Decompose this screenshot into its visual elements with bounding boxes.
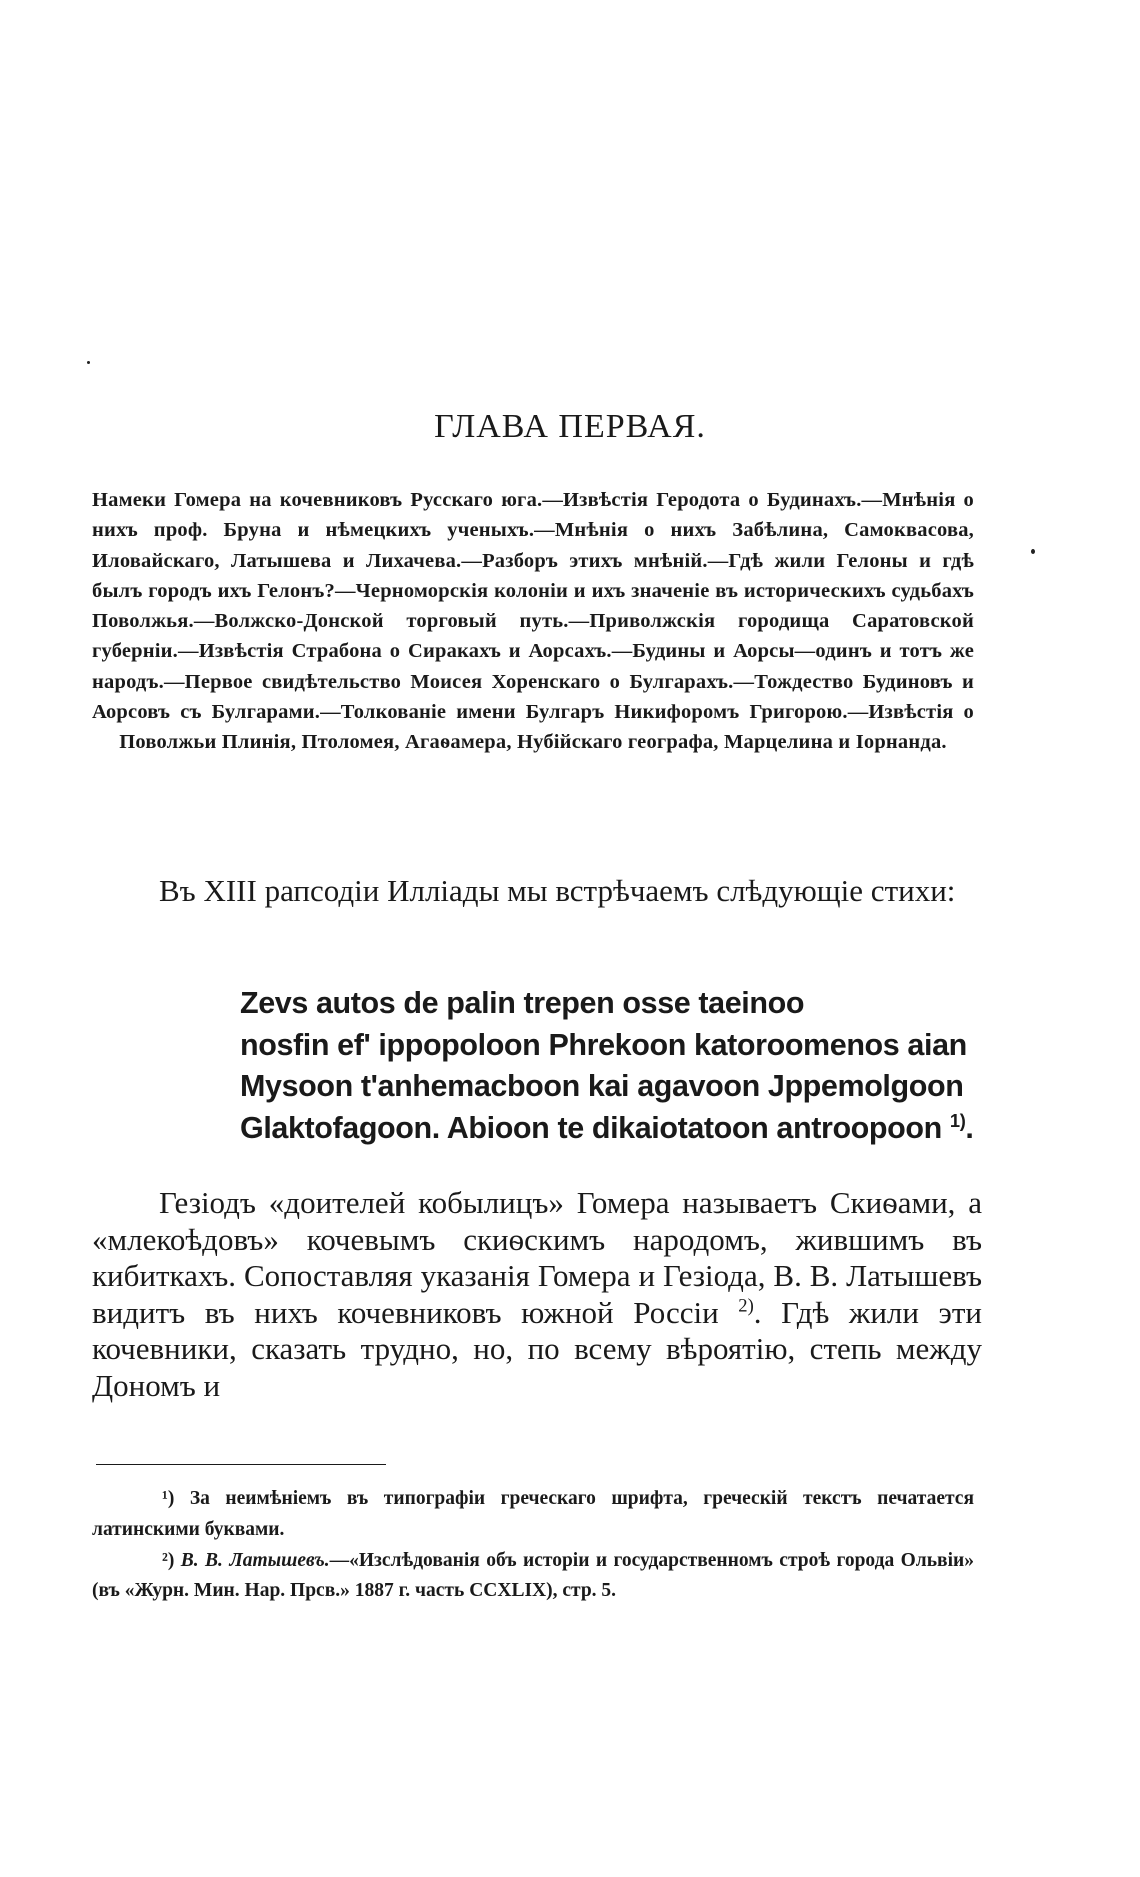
verse-line-text: Glaktofagoon. Abioon te dikaiotatoon antroopoon	[240, 1110, 942, 1145]
footnote-text: За неимѣніемъ въ типографіи греческаго шрифта, греческій текстъ печатается латинскими буквами.	[92, 1488, 975, 1540]
intro-paragraph	[92, 873, 982, 910]
footnote-marker: ²)	[162, 1549, 175, 1571]
verse-line: nosfin ef' ippopoloon Phrekoon katoroomenos aian	[240, 1027, 967, 1062]
verse-end-dot: .	[965, 1110, 974, 1145]
scan-speck	[1031, 549, 1035, 554]
footnote-separator	[96, 1464, 386, 1465]
verse-line: Zevs autos de palin trepen osse taeinoo	[240, 986, 805, 1020]
body-paragraph-text	[92, 1185, 982, 1405]
scan-speck	[87, 361, 90, 364]
footnote-ref-1[interactable]: 1)	[949, 1109, 966, 1131]
verse-line: Mysoon t'anhemacboon kai agavoon Jppemolgoon	[240, 1069, 964, 1104]
chapter-title: ГЛАВА ПЕРВАЯ.	[434, 408, 706, 445]
footnote-marker: ¹)	[162, 1488, 175, 1509]
greek-verse	[240, 983, 1000, 1149]
chapter-summary	[92, 485, 974, 758]
footnotes	[92, 1484, 974, 1607]
verse-line-last	[240, 1108, 1000, 1150]
chapter-summary-text: Намеки Гомера на кочевниковъ Русскаго юга.—Извѣстія Геродота о Будинахъ.—Мнѣнія о нихъ проф. Бруна и нѣмецкихъ ученыхъ.—Мнѣнія о нихъ Забѣлина, Самоквасова, Иловайскаго, Латышева и Лихачева.—Разборъ этихъ мнѣній.—Гдѣ жили Гелоны и гдѣ былъ городъ ихъ Гелонъ?—Черноморскія колоніи и ихъ значеніе въ историческихъ судьбахъ Поволжья.—Волжско-Донской торговый путь.—Приволжскія городища Саратовской губерніи.—Извѣстія Страбона о Сиракахъ и Аорсахъ.—Будины и Аорсы—одинъ и тотъ же народъ.—Первое свидѣтельство Моисея Хоренскаго о Булгарахъ.—Тождество Будиновъ и Аорсовъ съ Булгарами.—Толкованіе имени Булгаръ Никифоромъ Григорою.—Извѣстія о Поволжьи Плинія, Птоломея, Агаѳамера, Нубійскаго географа, Марцелина и Іорнанда.	[92, 489, 974, 754]
footnote-author: В. В. Латышевъ.	[180, 1549, 330, 1571]
footnote-text: —«Изслѣдованія объ исторіи и государственномъ строѣ города Ольвіи» (въ «Журн. Мин. Нар. Прсв.» 1887 г. часть CCXLIX), стр. 5.	[92, 1549, 974, 1602]
footnote-2	[92, 1546, 974, 1608]
intro-paragraph-text: Въ XIII рапсодіи Илліады мы встрѣчаемъ слѣдующіе стихи:	[159, 873, 956, 908]
body-paragraph	[92, 1185, 982, 1405]
body-text-start: Гезіодъ «доителей кобылицъ» Гомера называетъ Скиѳами, а «млекоѣдовъ» кочевымъ скиѳскимъ народомъ, жившимъ въ кибиткахъ. Сопоставляя указанія Гомера и Гезіода, В. В. Латышевъ видитъ въ нихъ кочевниковъ южной Россіи	[92, 1185, 982, 1330]
footnote-1	[92, 1484, 974, 1546]
footnote-ref-2[interactable]: 2)	[738, 1295, 754, 1317]
body-text-end: . Гдѣ жили эти кочевники, сказать трудно, но, по всему вѣроятію, степь между Дономъ и	[92, 1294, 983, 1403]
